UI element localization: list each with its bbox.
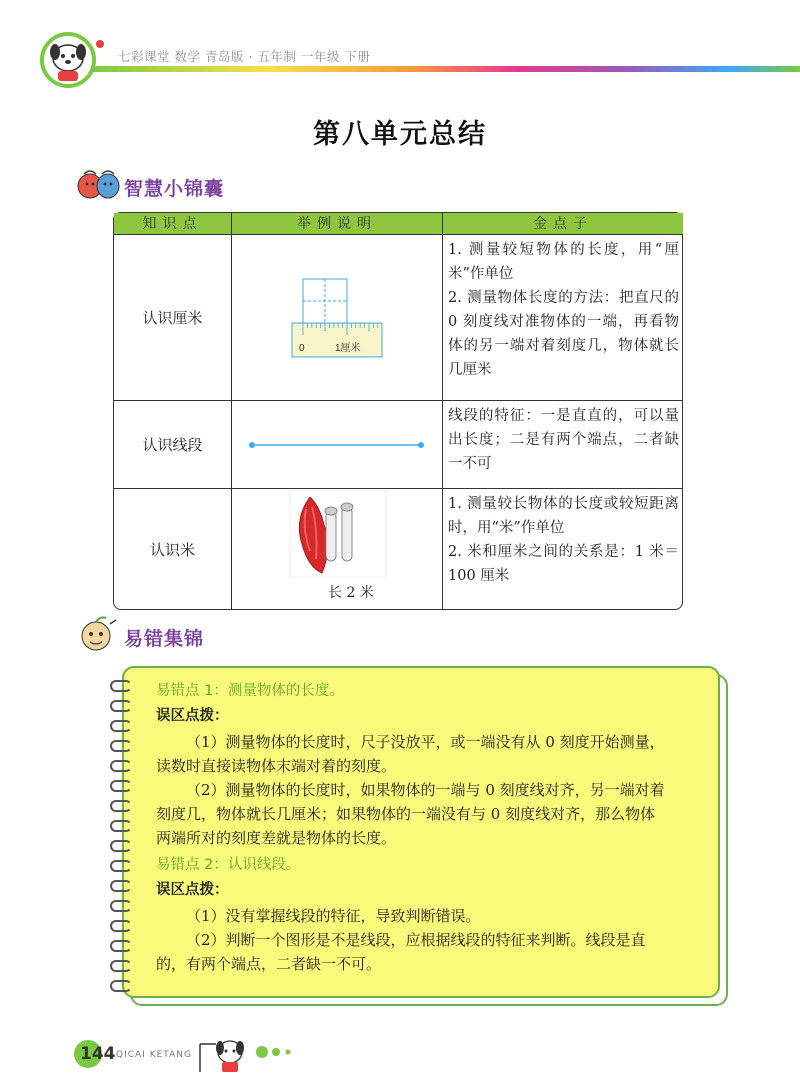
header-text: 七彩课堂 数学 青岛版 · 五年制 一年级 下册: [118, 49, 371, 64]
row-name-label: 认识线段: [142, 436, 203, 454]
tip1-line4: 刻度几，物体就长几厘米；如果物体的一端没有与 0 刻度线对齐，那么物体: [156, 805, 656, 823]
ruler-illustration: [232, 235, 441, 399]
table-row-cm-desc: 1. 测量较短物体的长度，用“厘米”作单位 2. 测量物体长度的方法：把直尺的 0 刻度线对准物体的一端，再看物体的另一端对着刻度几，物体就长几厘米: [443, 235, 683, 401]
apple-character-icon: [76, 614, 120, 654]
table-header-tips: 金点子: [443, 213, 683, 235]
ruler-zero-label: 0: [299, 343, 305, 354]
table-row-meter-name: [114, 489, 232, 610]
table-header-example: 举例说明: [232, 213, 443, 235]
page-title: 第八单元总结: [313, 119, 487, 150]
notebook-ring: [110, 860, 132, 872]
footer-mascot-icon: [196, 1030, 306, 1076]
bags-icon: [74, 164, 122, 200]
tip1-line3: （2）测量物体的长度时，如果物体的一端与 0 刻度线对齐，另一端对着: [186, 781, 665, 799]
footer-dot: [256, 1046, 268, 1058]
section-title-errors: 易错集锦: [124, 628, 205, 650]
notebook-ring: [110, 820, 132, 832]
segment-endpoint: [418, 442, 424, 448]
footer-brand: QICAI KETANG: [116, 1050, 192, 1060]
error-point-label: 易错点 1：: [156, 683, 228, 699]
tip1-line5: 两端所对的刻度差就是物体的长度。: [156, 829, 397, 847]
error-point-1: [156, 680, 718, 701]
table-row-segment-name: [114, 401, 232, 489]
table-row-cm-name: [114, 235, 232, 401]
tip2-line3: 的，有两个端点，二者缺一不可。: [156, 955, 382, 973]
table-row-cm-example: [232, 235, 443, 401]
notebook-ring: [110, 900, 132, 912]
notebook-ring: [110, 780, 132, 792]
tip2-line2: （2）判断一个图形是不是线段，应根据线段的特征来判断。线段是直: [186, 931, 646, 949]
notebook-ring: [110, 940, 132, 952]
table-row-segment-desc: 线段的特征：一是直直的，可以量出长度；二是有两个端点，二者缺一不可: [443, 401, 683, 489]
notebook-ring: [110, 680, 132, 692]
error-point-title: 测量物体的长度。: [227, 683, 344, 699]
notebook-ring: [110, 980, 132, 992]
row-name-label: 认识厘米: [142, 309, 203, 327]
error-point-title: 认识线段。: [227, 857, 301, 873]
knowledge-table: [113, 212, 683, 610]
tip1-line2: 读数时直接读物体末端对着的刻度。: [156, 757, 397, 775]
error-point-label: 易错点 2：: [156, 857, 228, 873]
row-name-label: 认识米: [149, 541, 195, 559]
table-row-meter-desc: 1. 测量较长物体的长度或较短距离时，用“米”作单位 2. 米和厘米之间的关系是：1 米＝100 厘米: [448, 496, 679, 584]
table-row-segment-example: [232, 401, 443, 489]
segment-endpoint: [249, 442, 255, 448]
error-point-2: [156, 854, 718, 875]
jump-rope-illustration: [232, 489, 441, 608]
section-title-tips: 智慧小锦囊: [124, 178, 225, 200]
notebook-ring: [110, 700, 132, 712]
notebook-ring: [110, 760, 132, 772]
notebook-ring: [110, 920, 132, 932]
tip1-line1: （1）测量物体的长度时，尺子没放平，或一端没有从 0 刻度开始测量，: [186, 733, 665, 751]
footer-dot: [286, 1050, 291, 1055]
tip-label-1: 误区点拨：: [156, 708, 229, 724]
table-row-meter-example: [232, 489, 443, 610]
tip-label-2: 误区点拨：: [156, 882, 229, 898]
line-segment-illustration: [232, 401, 441, 487]
notebook-ring: [110, 720, 132, 732]
ruler-cm-label: 1厘米: [335, 343, 361, 354]
page-number: 144: [80, 1044, 116, 1064]
notebook-ring: [110, 960, 132, 972]
notebook-ring: [110, 740, 132, 752]
notebook-ring: [110, 880, 132, 892]
rope-caption: 长 2 米: [328, 585, 374, 601]
footer-dot: [272, 1048, 280, 1056]
mascot-dog-icon: [38, 30, 110, 90]
header-color-bar: [90, 66, 800, 72]
notebook-ring: [110, 840, 132, 852]
notebook-ring: [110, 800, 132, 812]
tip2-line1: （1）没有掌握线段的特征，导致判断错误。: [186, 907, 481, 925]
table-header-knowledge: 知识点: [114, 213, 232, 235]
